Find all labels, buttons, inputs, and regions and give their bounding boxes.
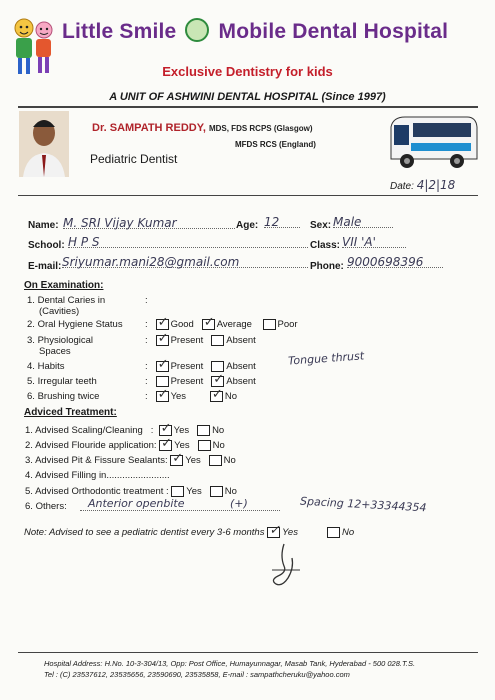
hospital-title bbox=[62, 20, 448, 44]
scaling-no-checkbox[interactable] bbox=[197, 425, 210, 436]
date-field bbox=[390, 178, 455, 192]
treatment-item-ortho: 5. Advised Orthodontic treatment : Yes No bbox=[25, 486, 237, 498]
treatment-item-sealants: 3. Advised Pit & Fissure Sealants: ✓ Yes No bbox=[25, 455, 236, 466]
treatment-item-filling: 4. Advised Filling in........................ bbox=[25, 470, 170, 481]
habits-present-checkbox[interactable] bbox=[156, 361, 169, 372]
exam-heading: On Examination: bbox=[24, 280, 104, 291]
hygiene-average-checkbox[interactable] bbox=[202, 319, 215, 330]
subtitle: Exclusive Dentistry for kids bbox=[162, 64, 333, 79]
fluoride-no-checkbox[interactable] bbox=[198, 440, 211, 451]
footer-contact: Tel : (C) 23537612, 23535656, 23590690, 23535858, E-mail : sampathcheruku@yahoo.com bbox=[44, 670, 350, 679]
doctor-name: Dr. SAMPATH REDDY, MDS, FDS RCPS (Glasgow) bbox=[92, 122, 313, 134]
ortho-no-checkbox[interactable] bbox=[210, 486, 223, 497]
doctor-qual1: MDS, FDS RCPS (Glasgow) bbox=[208, 124, 313, 133]
unit-line: A UNIT OF ASHWINI DENTAL HOSPITAL (Since 1997) bbox=[109, 91, 386, 103]
spaces-options: : ✓Present Absent bbox=[145, 335, 256, 346]
note-no-checkbox[interactable] bbox=[327, 527, 340, 538]
doctor-role: Pediatric Dentist bbox=[90, 152, 178, 166]
class-label: Class: bbox=[310, 240, 341, 251]
signature bbox=[262, 540, 332, 594]
school-field[interactable]: H P S bbox=[68, 235, 308, 248]
exam-item-brushing: 6. Brushing twice bbox=[27, 391, 100, 402]
habits-options: : ✓Present Absent bbox=[145, 361, 256, 372]
treatment-item-fluoride: 2. Advised Flouride application: ✓ Yes No bbox=[25, 440, 225, 451]
age-label: Age: bbox=[236, 220, 259, 231]
phone-field[interactable]: 9000698396 bbox=[347, 255, 443, 268]
doctor-divider bbox=[18, 195, 478, 196]
date-value[interactable]: 4|2|18 bbox=[416, 178, 456, 192]
hygiene-options: : ✓Good ✓ Average Poor bbox=[145, 319, 298, 330]
title-right: Mobile Dental Hospital bbox=[218, 20, 449, 43]
spaces-present-checkbox[interactable] bbox=[156, 335, 169, 346]
doctor-qual2: MFDS RCS (England) bbox=[235, 140, 316, 149]
habits-note: Tongue thrust bbox=[287, 349, 365, 368]
doctor-photo bbox=[19, 111, 69, 177]
title-left: Little Smile bbox=[62, 20, 177, 43]
footer-address: Hospital Address: H.No. 10-3-304/13, Opp: Post Office, Humayunnagar, Masab Tank, Hyderabad - 500 028.T.S. bbox=[44, 659, 416, 668]
email-label: E-mail: bbox=[28, 261, 62, 272]
treatment-item-others: 6. Others: bbox=[25, 501, 67, 512]
name-label: Name: bbox=[28, 220, 59, 231]
phone-label: Phone: bbox=[310, 261, 344, 272]
exam-colon-1: : bbox=[145, 295, 148, 306]
others-note-3: Spacing 12+33344354 bbox=[299, 494, 427, 515]
class-field[interactable]: VII 'A' bbox=[342, 235, 406, 248]
age-field[interactable]: 12 bbox=[264, 215, 300, 228]
exam-item-spaces: 3. Physiological Spaces bbox=[27, 335, 94, 357]
hygiene-good-checkbox[interactable] bbox=[156, 319, 169, 330]
treatment-item-scaling: 1. Advised Scaling/Cleaning : ✓Yes No bbox=[25, 425, 224, 436]
exam-item-hygiene: 2. Oral Hygiene Status bbox=[27, 319, 123, 330]
school-label: School: bbox=[28, 240, 65, 251]
header-divider bbox=[18, 106, 478, 108]
others-note[interactable]: Anterior openbite bbox=[88, 497, 185, 510]
others-note-2: (+) bbox=[230, 497, 248, 510]
footer-divider bbox=[18, 652, 478, 653]
brushing-yes-checkbox[interactable] bbox=[156, 391, 169, 402]
date-label: Date: bbox=[390, 181, 414, 192]
ortho-yes-checkbox[interactable] bbox=[171, 486, 184, 497]
treatment-heading: Adviced Treatment: bbox=[24, 407, 117, 418]
sex-label: Sex: bbox=[310, 220, 332, 231]
irregular-options: : Present ✓ Absent bbox=[145, 376, 256, 387]
sealants-yes-checkbox[interactable] bbox=[170, 455, 183, 466]
exam-item-caries: 1. Dental Caries in (Cavities) bbox=[27, 295, 106, 317]
spaces-absent-checkbox[interactable] bbox=[211, 335, 224, 346]
sealants-no-checkbox[interactable] bbox=[209, 455, 222, 466]
note-yes-checkbox[interactable] bbox=[267, 527, 280, 538]
tooth-badge-icon bbox=[185, 18, 209, 42]
hygiene-poor-checkbox[interactable] bbox=[263, 319, 276, 330]
advice-note: Note: Advised to see a pediatric dentist every 3-6 months ✓ Yes No bbox=[24, 527, 354, 538]
name-field[interactable]: M. SRI Vijay Kumar bbox=[63, 216, 235, 229]
email-field[interactable]: Sriyumar.mani28@gmail.com bbox=[62, 255, 308, 268]
sex-field[interactable]: Male bbox=[333, 215, 393, 228]
exam-item-irregular: 5. Irregular teeth bbox=[27, 376, 97, 387]
fluoride-yes-checkbox[interactable] bbox=[159, 440, 172, 451]
brushing-no-checkbox[interactable] bbox=[210, 391, 223, 402]
exam-item-habits: 4. Habits bbox=[27, 361, 65, 372]
brushing-options: : ✓Yes ✓ No bbox=[145, 391, 237, 402]
mobile-bus-image bbox=[385, 113, 480, 171]
